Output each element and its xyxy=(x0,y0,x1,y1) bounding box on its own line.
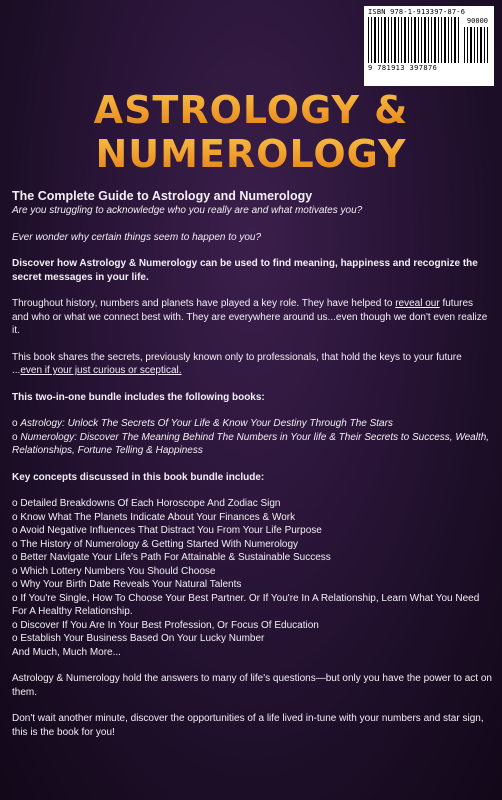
barcode-main-bars xyxy=(368,17,460,63)
wonder-text: Ever wonder why certain things seem to happen to you? xyxy=(12,231,262,243)
barcode-addon-number: 90000 xyxy=(466,17,488,25)
secrets-text: This book shares the secrets, previously known only to professionals, that hold the keys to your future ... xyxy=(12,351,462,376)
subtitle: The Complete Guide to Astrology and Numerology xyxy=(12,189,313,203)
book-title: Numerology: Discover The Meaning Behind The Numbers in Your life & Their Secrets to Success, Wealth, Relationships, Fortune Telling & Happiness xyxy=(12,431,490,456)
concept-item: o Which Lottery Numbers You Should Choose xyxy=(12,565,216,577)
history-text-2: futures and who or what we connect best with. They are everywhere around us...even though we don't even realize it. xyxy=(12,298,488,336)
closing-text: Don't wait another minute, discover the opportunities of a life lived in-tune with your numbers and star sign, this is the book for you! xyxy=(12,713,484,738)
isbn-barcode xyxy=(364,6,494,86)
book-bullet: o xyxy=(12,431,21,443)
concept-item: o The History of Numerology & Getting Started With Numerology xyxy=(12,538,299,550)
history-paragraph xyxy=(12,297,492,338)
secrets-paragraph xyxy=(12,351,492,378)
barcode-addon-bars xyxy=(464,27,488,63)
secrets-underlined: even if your just curious or sceptical. xyxy=(20,365,182,376)
isbn-text: ISBN 978-1-913397-87-6 xyxy=(368,8,466,16)
book-item-2 xyxy=(12,431,492,458)
description xyxy=(12,189,492,739)
concept-item-more: And Much, Much More... xyxy=(12,646,121,658)
book-bullet: o xyxy=(12,418,21,429)
book-item-1 xyxy=(12,417,492,431)
concepts-heading: Key concepts discussed in this book bundle include: xyxy=(12,471,265,483)
intro-question: Are you struggling to acknowledge who you really are and what motivates you? xyxy=(12,205,363,216)
barcode-digits: 9 781913 397876 xyxy=(368,64,438,72)
title-line-1: ASTROLOGY & xyxy=(0,88,502,132)
concept-item: o Establish Your Business Based On Your Lucky Number xyxy=(12,633,265,644)
bundle-heading: This two-in-one bundle includes the following books: xyxy=(12,391,265,403)
title-line-2: NUMEROLOGY xyxy=(0,132,502,176)
history-text-1: Throughout history, numbers and planets have played a key role. They have helped to xyxy=(12,298,396,309)
book-title: Astrology: Unlock The Secrets Of Your Life & Know Your Destiny Through The Stars xyxy=(20,418,393,429)
concept-item: o If You're Single, How To Choose Your Best Partner. Or If You're In A Relationship, Learn What You Need For A Healthy Relationship. xyxy=(12,592,480,617)
concept-item: o Why Your Birth Date Reveals Your Natural Talents xyxy=(12,579,242,590)
discover-text: Discover how Astrology & Numerology can be used to find meaning, happiness and recognize the secret messages in your life. xyxy=(12,258,478,283)
concept-item: o Better Navigate Your Life's Path For Attainable & Sustainable Success xyxy=(12,552,331,563)
concept-item: o Discover If You Are In Your Best Profession, Or Focus Of Education xyxy=(12,619,319,631)
concept-item: o Know What The Planets Indicate About Your Finances & Work xyxy=(12,511,296,523)
concept-item: o Detailed Breakdowns Of Each Horoscope And Zodiac Sign xyxy=(12,498,281,509)
history-underlined: reveal our xyxy=(395,298,440,309)
concept-item: o Avoid Negative Influences That Distract You From Your Life Purpose xyxy=(12,525,322,536)
answers-text: Astrology & Numerology hold the answers to many of life's questions—but only you have the power to act on them. xyxy=(12,673,492,698)
